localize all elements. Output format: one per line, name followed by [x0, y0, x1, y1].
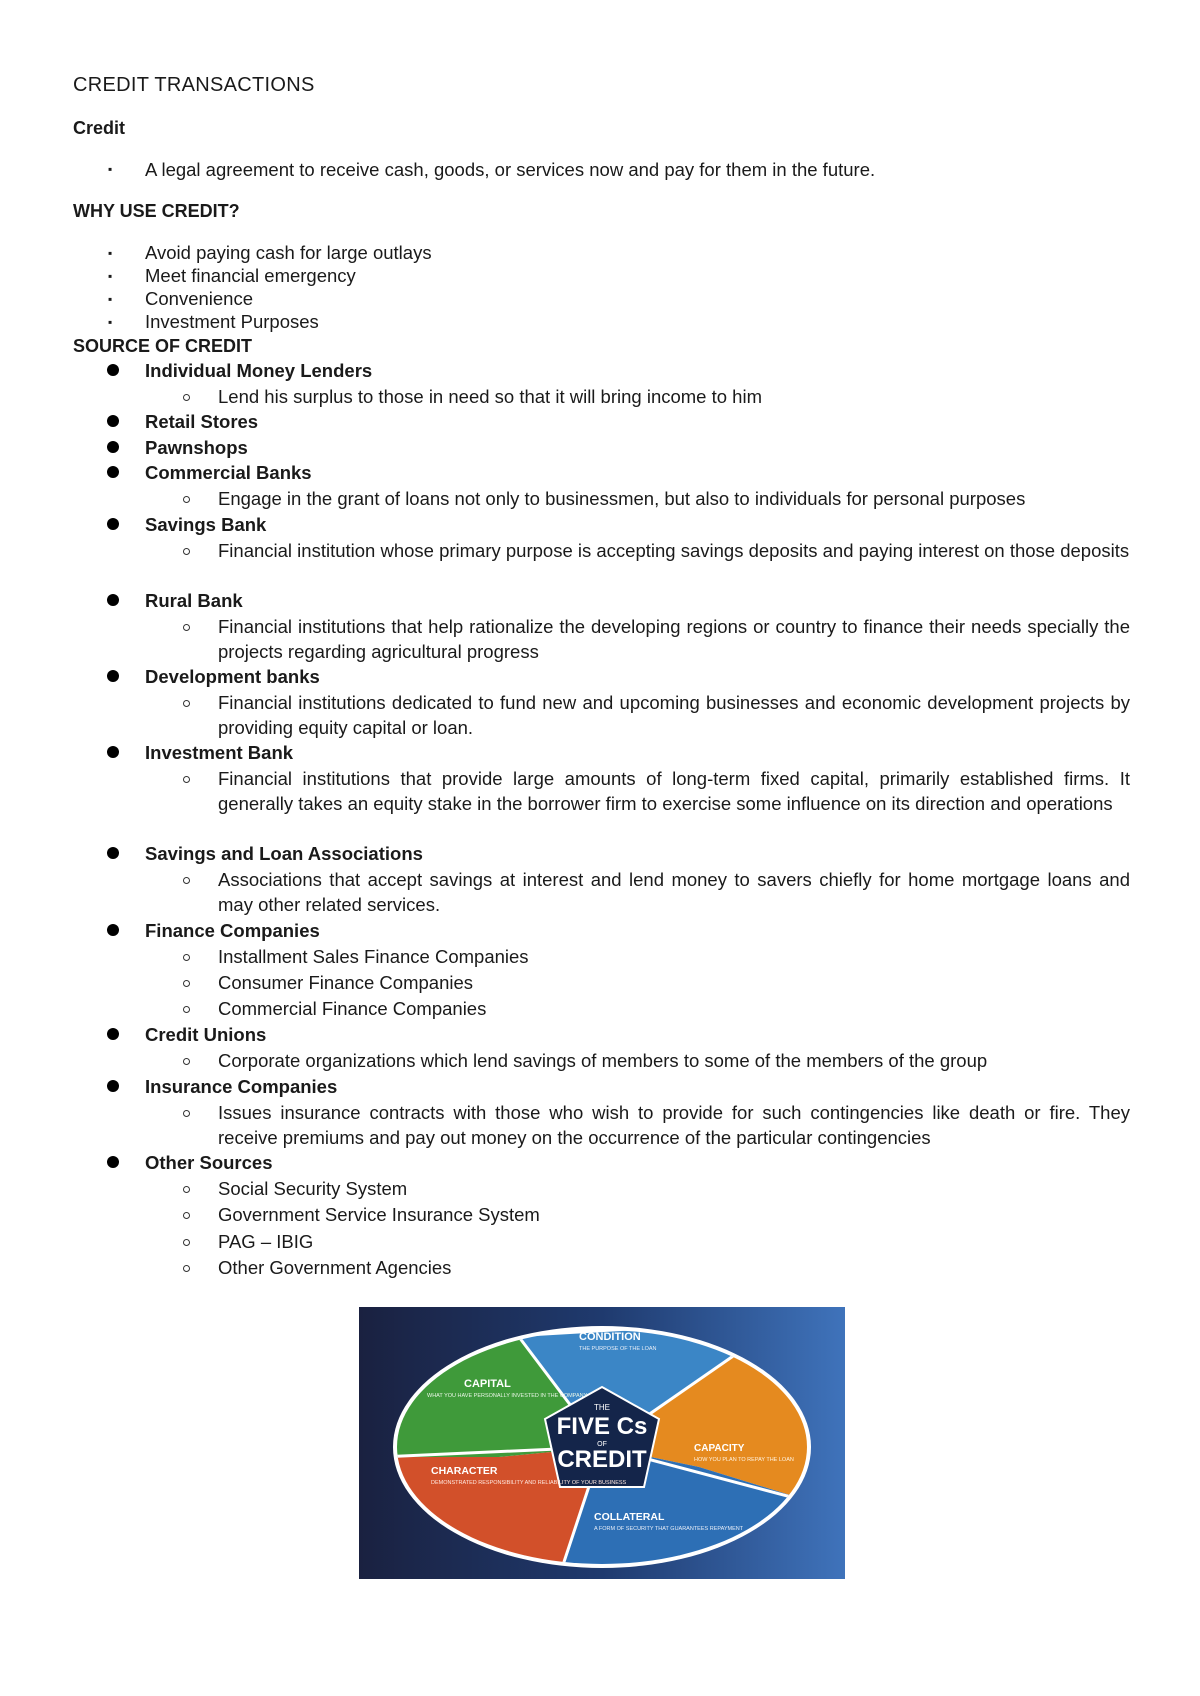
circle-bullet-icon [183, 954, 190, 961]
square-bullet-icon: ▪ [108, 292, 113, 306]
round-bullet-icon [107, 364, 119, 376]
source-description: Social Security System [218, 1178, 408, 1199]
source-description: Corporate organizations which lend savings of members to some of the members of the group [218, 1050, 988, 1071]
source-name: Development banks [145, 666, 320, 687]
desc-collateral: A FORM OF SECURITY THAT GUARANTEES REPAYMENT [594, 1526, 744, 1532]
circle-bullet-icon [183, 1006, 190, 1013]
why-heading: WHY USE CREDIT? [73, 201, 240, 221]
round-bullet-icon [107, 924, 119, 936]
circle-bullet-icon [183, 980, 190, 987]
round-bullet-icon [107, 847, 119, 859]
list-item: Avoid paying cash for large outlays [145, 242, 432, 263]
source-description: Financial institutions that provide large amounts of long-term fixed capital, primarily established firms. It generally takes an equity stake in the borrower firm to exercise some influence on its direction and operations [218, 768, 1130, 814]
source-name: Individual Money Lenders [145, 360, 373, 381]
source-name: Savings Bank [145, 514, 267, 535]
square-bullet-icon: ▪ [108, 246, 113, 260]
round-bullet-icon [107, 594, 119, 606]
circle-bullet-icon [183, 877, 190, 884]
round-bullet-icon [107, 1028, 119, 1040]
round-bullet-icon [107, 746, 119, 758]
center-of-text: OF [597, 1441, 607, 1448]
circle-bullet-icon [183, 394, 190, 401]
source-description: Installment Sales Finance Companies [218, 946, 529, 967]
source-name: Credit Unions [145, 1024, 267, 1045]
five-cs-figure [359, 1307, 845, 1579]
circle-bullet-icon [183, 1058, 190, 1065]
source-name: Investment Bank [145, 742, 294, 763]
label-character: CHARACTER [431, 1465, 498, 1477]
source-description: PAG – IBIG [218, 1231, 314, 1252]
source-description: Financial institution whose primary purpose is accepting savings deposits and paying interest on those deposits [218, 540, 1130, 561]
center-main-text: FIVE Cs [556, 1413, 648, 1440]
round-bullet-icon [107, 1156, 119, 1168]
list-item: Convenience [145, 288, 253, 309]
source-description: Government Service Insurance System [218, 1204, 540, 1225]
circle-bullet-icon [183, 496, 190, 503]
source-name: Savings and Loan Associations [145, 843, 423, 864]
center-top-text: THE [594, 1403, 610, 1412]
page-title: CREDIT TRANSACTIONS [73, 74, 315, 96]
square-bullet-icon: ▪ [108, 269, 113, 283]
credit-definition: A legal agreement to receive cash, goods, or services now and pay for them in the future. [145, 159, 876, 180]
credit-heading: Credit [73, 118, 126, 138]
source-description: Consumer Finance Companies [218, 972, 474, 993]
circle-bullet-icon [183, 624, 190, 631]
list-item: Meet financial emergency [145, 265, 356, 286]
round-bullet-icon [107, 441, 119, 453]
square-bullet-icon: ▪ [108, 162, 113, 176]
source-description: Financial institutions that help rationalize the developing regions or country to finance their needs specially the projects regarding agricultural progress [218, 616, 1130, 662]
source-name: Insurance Companies [145, 1076, 338, 1097]
desc-character: DEMONSTRATED RESPONSIBILITY AND RELIABILITY OF YOUR BUSINESS [431, 1480, 627, 1486]
sources-heading: SOURCE OF CREDIT [73, 336, 253, 356]
source-description: Commercial Finance Companies [218, 998, 487, 1019]
circle-bullet-icon [183, 1239, 190, 1246]
source-name: Rural Bank [145, 590, 243, 611]
circle-bullet-icon [183, 1110, 190, 1117]
label-capital: CAPITAL [464, 1378, 511, 1390]
square-bullet-icon: ▪ [108, 315, 113, 329]
round-bullet-icon [107, 1080, 119, 1092]
source-description: Other Government Agencies [218, 1257, 452, 1278]
label-collateral: COLLATERAL [594, 1511, 665, 1523]
source-description: Issues insurance contracts with those who wish to provide for such contingencies like death or fire. They receive premiums and pay out money on the occurrence of the particular contingencies [218, 1102, 1130, 1148]
circle-bullet-icon [183, 700, 190, 707]
desc-capacity: HOW YOU PLAN TO REPAY THE LOAN [694, 1457, 794, 1463]
circle-bullet-icon [183, 548, 190, 555]
source-description: Lend his surplus to those in need so that it will bring income to him [218, 386, 762, 407]
label-condition: CONDITION [579, 1331, 641, 1343]
circle-bullet-icon [183, 776, 190, 783]
circle-bullet-icon [183, 1265, 190, 1272]
desc-capital: WHAT YOU HAVE PERSONALLY INVESTED IN THE COMPANY [427, 1393, 588, 1399]
source-name: Retail Stores [145, 411, 259, 432]
circle-bullet-icon [183, 1186, 190, 1193]
round-bullet-icon [107, 518, 119, 530]
source-description: Financial institutions dedicated to fund new and upcoming businesses and economic development projects by providing equity capital or loan. [218, 692, 1130, 738]
source-name: Finance Companies [145, 920, 320, 941]
center-bottom-text: CREDIT [557, 1446, 647, 1473]
round-bullet-icon [107, 670, 119, 682]
source-description: Associations that accept savings at interest and lend money to savers chiefly for home mortgage loans and may other related services. [218, 869, 1130, 915]
round-bullet-icon [107, 415, 119, 427]
label-capacity: CAPACITY [694, 1443, 745, 1454]
round-bullet-icon [107, 466, 119, 478]
circle-bullet-icon [183, 1212, 190, 1219]
list-item: Investment Purposes [145, 311, 319, 332]
source-name: Commercial Banks [145, 462, 312, 483]
source-description: Engage in the grant of loans not only to businessmen, but also to individuals for personal purposes [218, 488, 1026, 509]
desc-condition: THE PURPOSE OF THE LOAN [579, 1346, 657, 1352]
source-name: Other Sources [145, 1152, 273, 1173]
source-name: Pawnshops [145, 437, 248, 458]
